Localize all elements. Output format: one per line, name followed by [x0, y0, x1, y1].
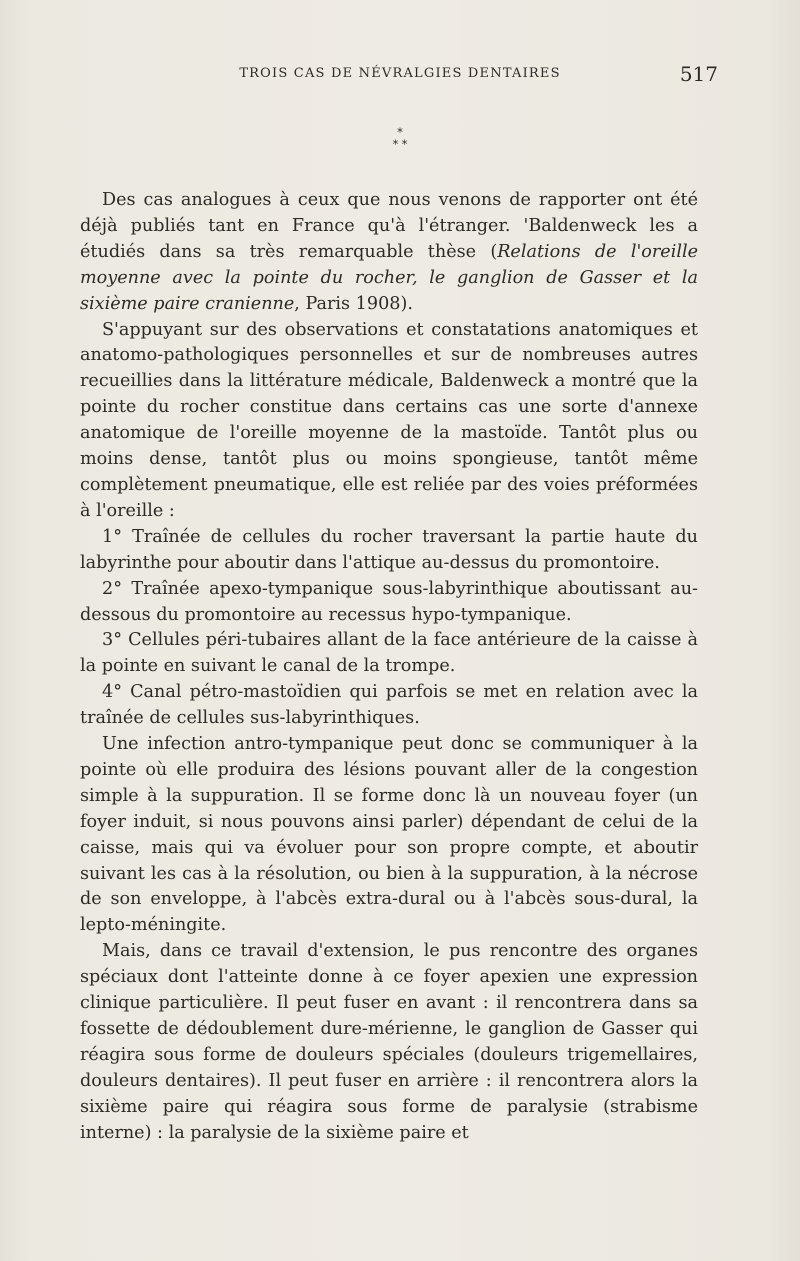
list-item-3: 3° Cellules péri-tubaires allant de la face antérieure de la caisse à la pointe en suivant le canal de la trompe.	[80, 630, 698, 677]
list-item-2: 2° Traînée apexo-tympanique sous-labyrinthique aboutissant au-dessous du promontoire au recessus hypo-tympanique.	[80, 578, 698, 625]
paragraph-infection: Une infection antro-tympanique peut donc se communiquer à la pointe où elle produira des lésions pouvant aller de la congestion simple à la suppuration. Il se forme donc là un nouveau foyer (un foyer induit, si nous pouvons ainsi parler) dépendant de celui de la caisse, mais qui va évoluer pour son propre compte, et aboutir suivant les cas à la résolution, ou bien à la suppuration, à la nécrose de son enveloppe, à l'abcès extra-dural ou à l'abcès sous-dural, la lepto-méningite.	[80, 734, 698, 936]
paragraph-intro	[80, 188, 698, 318]
asterism-bottom: * *	[392, 138, 408, 151]
paragraph-intro-end: , Paris 1908).	[294, 293, 413, 314]
asterism-top: *	[397, 126, 403, 139]
asterism-ornament	[0, 127, 800, 151]
running-title: TROIS CAS DE NÉVRALGIES DENTAIRES	[239, 66, 561, 81]
body-text	[80, 188, 698, 1147]
running-head	[80, 62, 720, 90]
thesis-title: Relations de l'oreille moyenne avec la pointe du rocher, le ganglion de Gasser et la sixième paire cranienne	[80, 241, 698, 314]
paragraph-intro-start: Des cas analogues à ceux que nous venons de rapporter ont été déjà publiés tant en France qu'à l'étranger. 'Baldenweck les a étudiés dans sa très remarquable thèse (	[80, 190, 698, 262]
page-number: 517	[679, 62, 718, 86]
list-item-4: 4° Canal pétro-mastoïdien qui parfois se met en relation avec la traînée de cellules sus-labyrinthiques.	[80, 682, 698, 729]
paragraph-extension: Mais, dans ce travail d'extension, le pus rencontre des organes spéciaux dont l'atteinte donne à ce foyer apexien une expression clinique particulière. Il peut fuser en avant : il rencontrera dans sa fossette de dédoublement dure-mérienne, le ganglion de Gasser qui réagira sous forme de douleurs spéciales (douleurs trigemellaires, douleurs dentaires). Il peut fuser en arrière : il rencontrera alors la sixième paire qui réagira sous forme de paralysie (strabisme interne) : la paralysie de la sixième paire et	[80, 941, 698, 1143]
paragraph-baldenweck: S'appuyant sur des observations et constatations anatomiques et anatomo-pathologiques personnelles et sur de nombreuses autres recueillies dans la littérature médicale, Baldenweck a montré que la pointe du rocher constitue dans certains cas une sorte d'annexe anatomique de l'oreille moyenne de la mastoïde. Tantôt plus ou moins dense, tantôt plus ou moins spongieuse, tantôt même complètement pneumatique, elle est reliée par des voies préformées à l'oreille :	[80, 319, 698, 521]
list-item-1: 1° Traînée de cellules du rocher traversant la partie haute du labyrinthe pour aboutir dans l'attique au-dessus du promontoire.	[80, 526, 698, 573]
